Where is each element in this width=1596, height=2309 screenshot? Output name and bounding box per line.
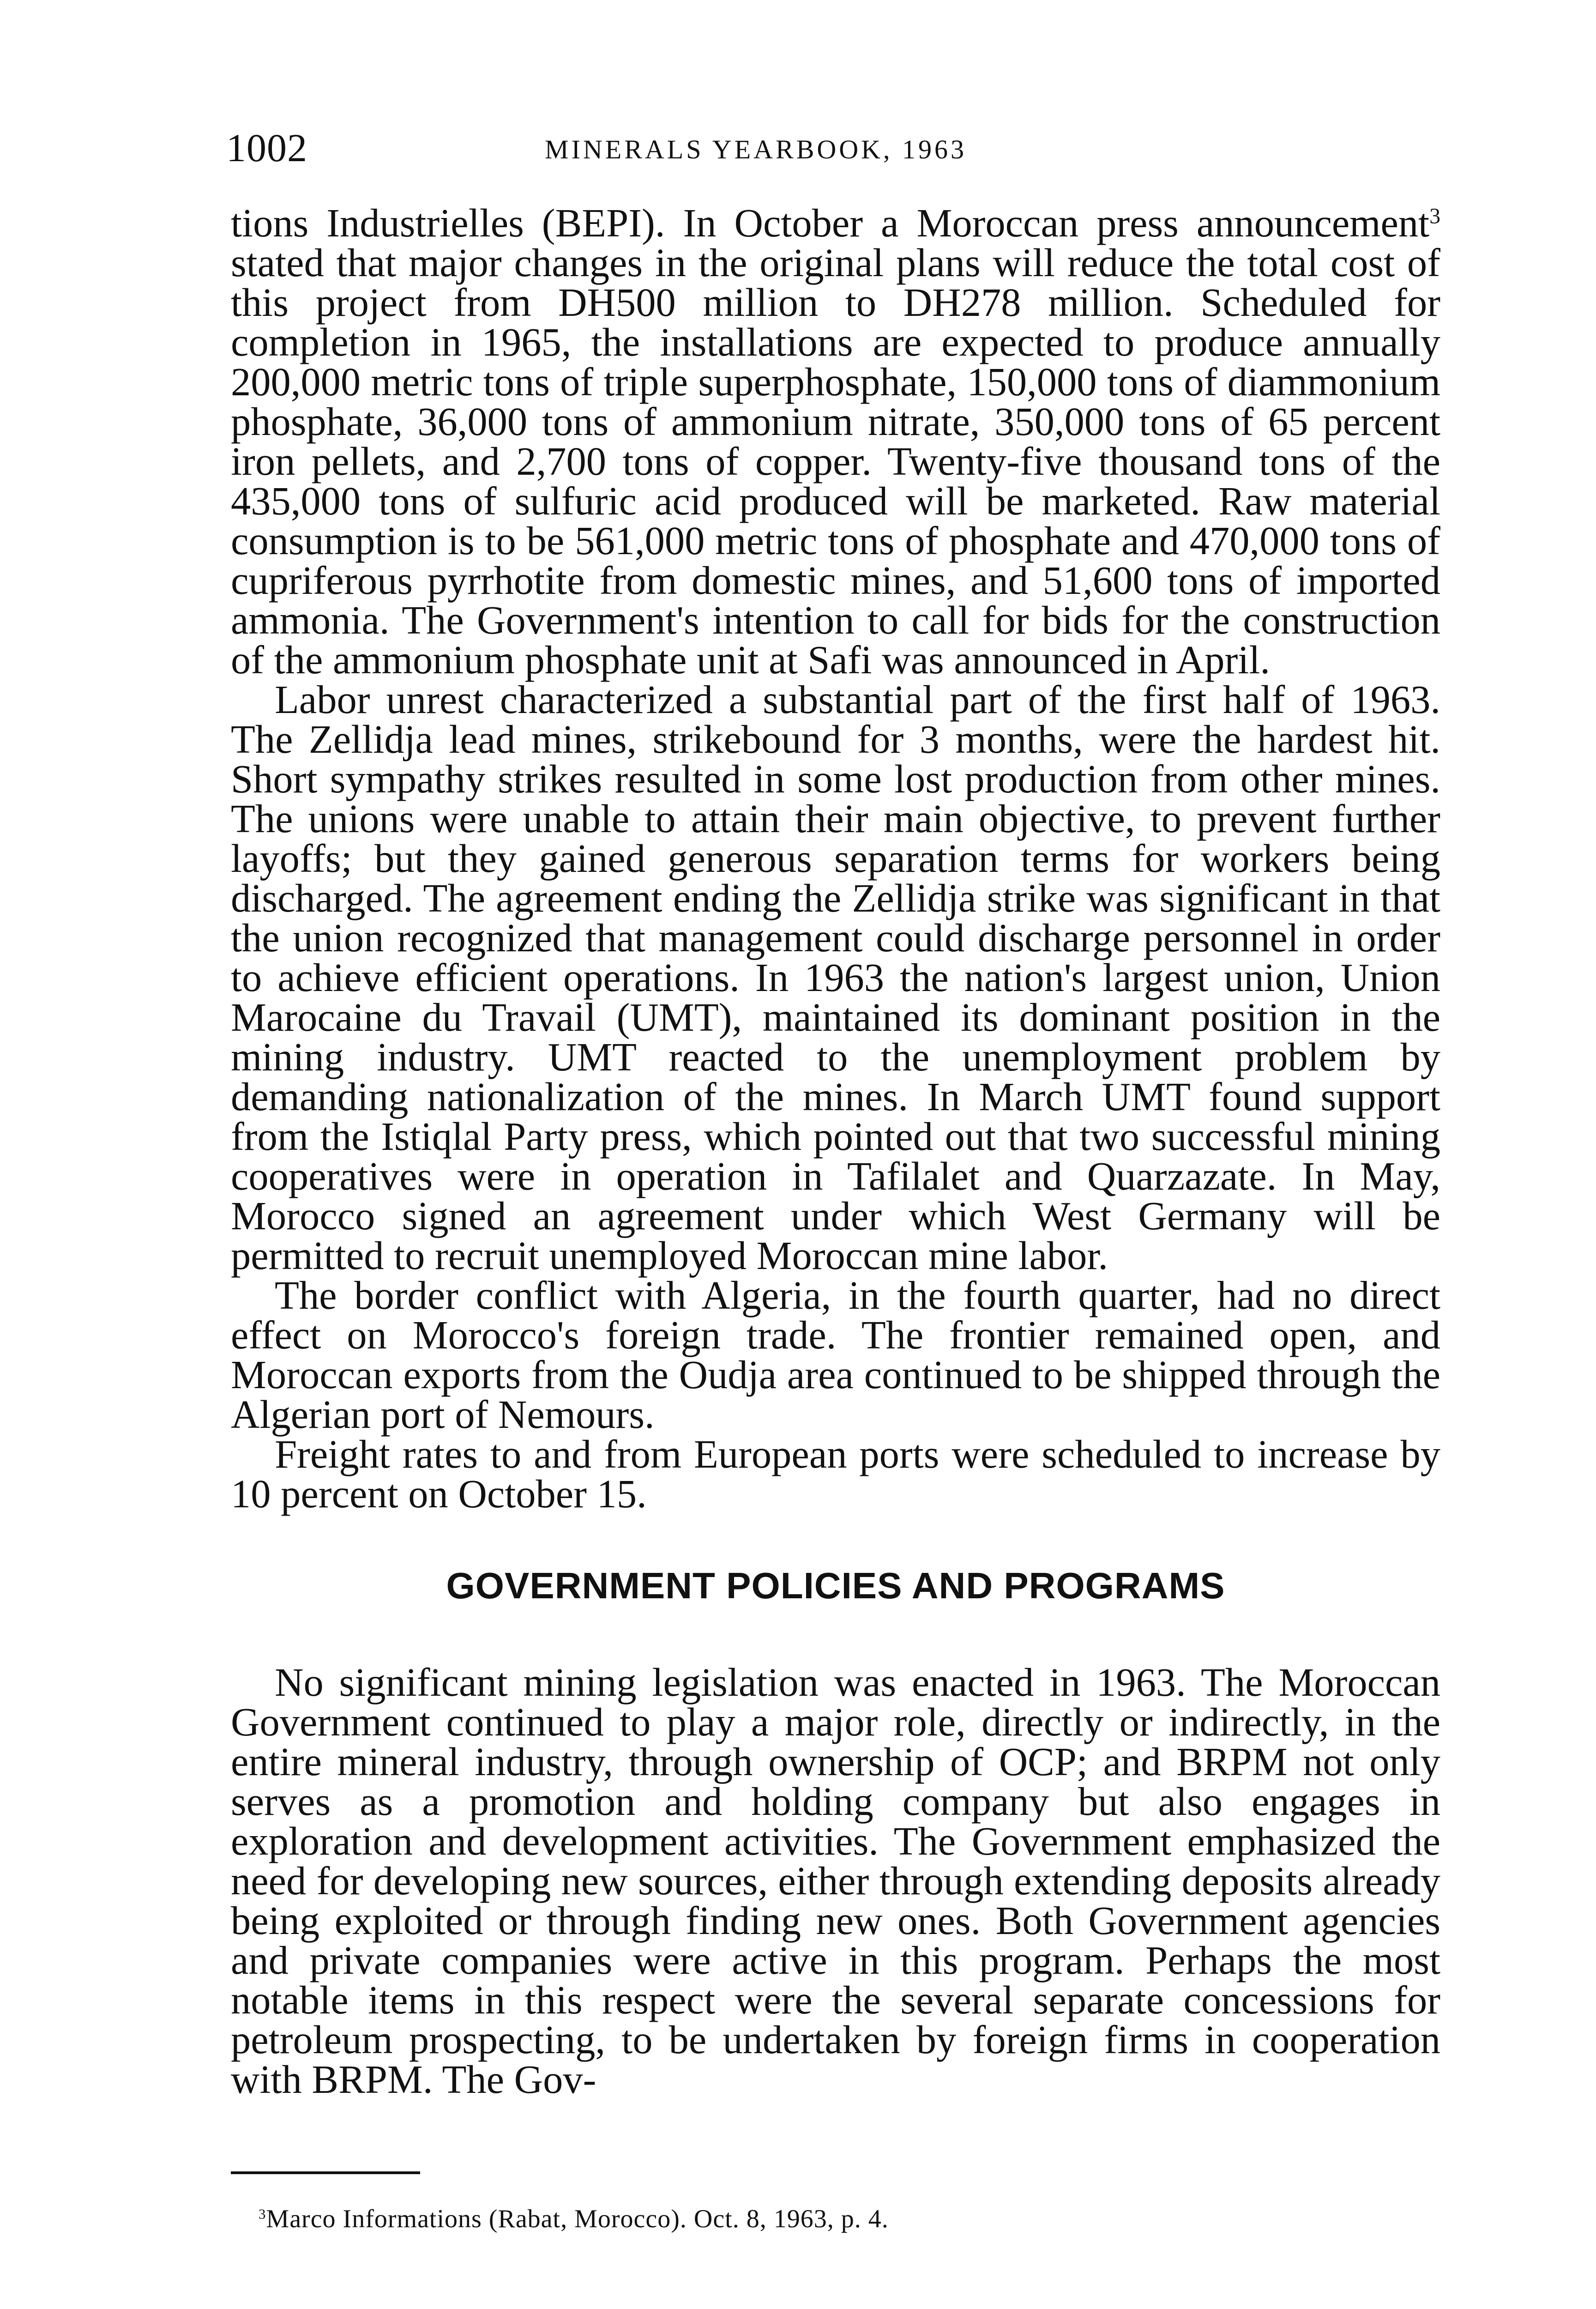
- footnote-reference: 3: [1429, 204, 1440, 229]
- paragraph-government-policies: No significant mining legislation was enacted in 1963. The Moroccan Government continued to play a major role, directly or indirectly, in the entire mineral industry, through ownership of OCP; and BRPM not only serves as a promotion and holding company but also engages in exploration and development activities. The Government emphasized the need for developing new sources, either through extending deposits already being exploited or through finding new ones. Both Government agencies and private companies were active in this program. Perhaps the most notable items in this respect were the several separate concessions for petroleum prospecting, to be undertaken by foreign firms in cooperation with BRPM. The Gov-: [231, 1660, 1440, 2102]
- running-title: MINERALS YEARBOOK, 1963: [545, 134, 967, 164]
- paragraph-border-conflict: The border conflict with Algeria, in the fourth quarter, had no direct effect on Morocco's foreign trade. The frontier remained open, and Moroccan exports from the Oudja area continued to be shipped through the Algerian port of Nemours.: [231, 1273, 1440, 1437]
- body-text: [231, 201, 1440, 2102]
- paragraph-text: tions Industrielles (BEPI). In October a Moroccan press announcement: [231, 201, 1430, 245]
- page-number: 1002: [226, 126, 307, 170]
- paragraph-text: stated that major changes in the original plans will reduce the total cost of this project from DH500 million to DH278 million. Scheduled for completion in 1965, the installations are expected to produce annually 200,000 metric tons of triple superphosphate, 150,000 tons of diammonium phosphate, 36,000 tons of ammonium nitrate, 350,000 tons of 65 percent iron pellets, and 2,700 tons of copper. Twenty-five thousand tons of the 435,000 tons of sulfuric acid produced will be marketed. Raw material consumption is to be 561,000 metric tons of phosphate and 470,000 tons of cupriferous pyrrhotite from domestic mines, and 51,600 tons of imported ammonia. The Government's intention to call for bids for the construction of the ammonium phosphate unit at Safi was announced in April.: [231, 241, 1440, 682]
- paragraph-freight-rates: Freight rates to and from European ports were scheduled to increase by 10 percent on October 15.: [231, 1432, 1440, 1516]
- paragraph-bepi-project: [231, 203, 1440, 680]
- running-header: [226, 125, 1445, 171]
- footnote: [259, 2203, 889, 2235]
- footnote-divider: [231, 2171, 420, 2174]
- paragraph-labor-unrest: Labor unrest characterized a substantial part of the first half of 1963. The Zellidja lead mines, strikebound for 3 months, were the hardest hit. Short sympathy strikes resulted in some lost production from other mines. The unions were unable to attain their main objective, to prevent further layoffs; but they gained generous separation terms for workers being discharged. The agreement ending the Zellidja strike was significant in that the union recognized that management could discharge personnel in order to achieve efficient operations. In 1963 the nation's largest union, Union Marocaine du Travail (UMT), maintained its dominant position in the mining industry. UMT reacted to the unemployment problem by demanding nationalization of the mines. In March UMT found support from the Istiqlal Party press, which pointed out that two successful mining cooperatives were in operation in Tafilalet and Quarzazate. In May, Morocco signed an agreement under which West Germany will be permitted to recruit unemployed Moroccan mine labor.: [231, 677, 1440, 1278]
- footnote-marker: 3: [259, 2206, 266, 2222]
- section-heading: GOVERNMENT POLICIES AND PROGRAMS: [446, 1565, 1225, 1606]
- footnote-text: Marco Informations (Rabat, Morocco). Oct. 8, 1963, p. 4.: [266, 2205, 889, 2233]
